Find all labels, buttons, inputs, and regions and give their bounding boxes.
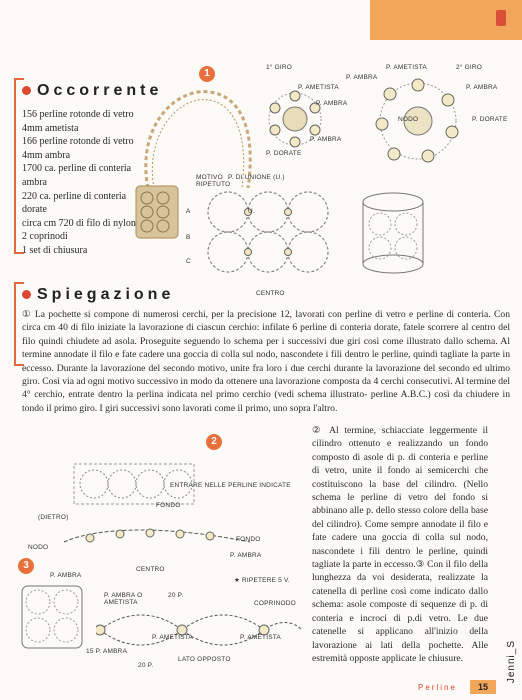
label-a: A — [186, 208, 191, 215]
label-p-ambra-ametista: P. AMBRA O AMETISTA — [104, 592, 143, 606]
label-20p-2: 20 P. — [138, 662, 154, 669]
material-item: 4mm ametista — [22, 122, 79, 134]
label-p-ametista-2: P. AMETISTA — [386, 64, 427, 71]
material-item: 1 set di chiusura — [22, 244, 88, 256]
material-item: 220 ca. perline di conteria — [22, 190, 127, 202]
label-fondo: FONDO — [156, 502, 181, 509]
joined-rings-diagram — [198, 186, 358, 282]
label-nodo-2: NODO — [28, 544, 49, 551]
label-coprinodo: COPRINODO — [254, 600, 296, 607]
label-p-ambra-5: P. AMBRA — [230, 552, 262, 559]
chain-diagram — [96, 600, 306, 664]
material-item: 2 coprinodi — [22, 231, 68, 243]
material-item: circa cm 720 di filo di nylon — [22, 217, 136, 229]
label-centro-2: CENTRO — [136, 566, 165, 573]
label-centro: CENTRO — [256, 290, 285, 297]
material-item: 1700 ca. perline di conteria — [22, 163, 132, 175]
label-p-dorate-2: P. DORATE — [472, 116, 508, 123]
label-p-ambra-6: P. AMBRA — [50, 572, 82, 579]
label-dietro: (DIETRO) — [38, 514, 69, 521]
label-fondo-2: FONDO — [236, 536, 261, 543]
label-p-ambra-3: P. AMBRA — [346, 74, 378, 81]
corner-tab — [370, 0, 522, 40]
material-item: 156 perline rotonde di vetro — [22, 109, 134, 120]
title-bullet-icon — [22, 86, 31, 95]
instructions-title: Spiegazione — [22, 286, 174, 304]
label-p-ambra-4: P. AMBRA — [466, 84, 498, 91]
label-p-ambra: P. AMBRA — [316, 100, 348, 107]
label-lato-opposto: LATO OPPOSTO — [178, 656, 231, 663]
label-giro1: 1° GIRO — [266, 64, 293, 71]
label-p-ambra-2: P. AMBRA — [310, 136, 342, 143]
instructions-paragraph-2: ② Al termine, schiacciate leggermente il cilindro ottenuto e realizzando un fondo composto di asole di p. di conteria e perline di vetro, unite il fondo ai semicerchi che costituiscono la base del cilindro. (Nello schema le perline di vetro del fondo si abbinano alle p. dello stesso colore della base del cilindro). Come sempre annodate il filo e fate cadere una goccia di colla sul nodo, nascondete i fili dentro le perline, quindi tagliate la parte in eccesso.③ Con il filo della lunghezza da voi desiderata, realizzate la catenella di perline così come indicato dallo schema: asole composte di sequenze di p. di conteria e incroci di p.di vetro. Le due catenelle si applicano all'inizio della lavorazione ai lati della pochette. Alle estremità opposte applicate le chiusure. — [312, 425, 488, 664]
label-nodo: NODO — [398, 116, 419, 123]
label-unione: P. DI UNIONE (U.) — [228, 174, 285, 181]
label-ripetere: ★ RIPETERE 5 V. — [234, 577, 290, 584]
label-entrare: ENTRARE NELLE PERLINE INDICATE — [170, 482, 291, 489]
title-bullet-icon — [22, 290, 31, 299]
label-u: U. — [248, 208, 255, 215]
label-motivo: MOTIVO RIPETUTO — [196, 174, 231, 188]
label-giro2: 2° GIRO — [456, 64, 483, 71]
label-p-dorate: P. DORATE — [266, 150, 302, 157]
materials-title: Occorrente — [22, 82, 162, 100]
material-item: 166 perline rotonde di vetro — [22, 136, 134, 148]
label-p-ametista-3: P. AMETISTA — [152, 634, 193, 641]
instructions-paragraph-1: ① La pochette si compone di numerosi cerchi, per la precisione 12, lavorati con perline di vetro e perline di conteria. Con circa cm 40 di filo iniziate la lavorazione di ciascun cerchio: infilate 6 perline di conteria dorate, fatele scorrere al centro del filo quindi chiudete ad asola. Proseguite seguendo lo schema per i successivi due giri così come illustrato dallo schema. Al termine annodate il filo e fate cadere una goccia di colla sul nodo, nascondete i fili dentro le perline, quindi tagliate la parte in eccesso. Durante la lavorazione del secondo motivo, unite fra loro i due cerchi durante la lavorazione del secondo ed ultimo giro. Così via ad ogni motivo successivo in modo da ottenere una lavorazione composta da 4 cerchi consecutivi. Al termine del 4° cerchio, entrate dentro la perlina indicata nel primo cerchio (vedi schema illustrato- perline A.B.C.) così da chiudere in tondo il primo giro. I giri successivi sono lavorati come il primo, uno sopra l'altro. — [22, 309, 510, 414]
step-1-number: 1 — [199, 66, 215, 82]
page-number: 15 — [470, 680, 496, 694]
label-p-ametista-4: P. AMETISTA — [240, 634, 281, 641]
material-item: 4mm ambra — [22, 149, 71, 161]
pochette-small-diagram — [14, 578, 94, 662]
label-15p: 15 P. AMBRA — [86, 648, 128, 655]
cylinder-diagram — [358, 190, 428, 280]
label-b: B — [186, 234, 191, 241]
watermark: Jenni_S — [506, 640, 517, 684]
step-3-number: 3 — [18, 558, 34, 574]
step-2-number: 2 — [206, 434, 222, 450]
label-c: C — [186, 258, 191, 265]
material-item: ambra — [22, 176, 47, 188]
footer-label: Perline — [418, 683, 457, 692]
label-20p: 20 P. — [168, 592, 184, 599]
corner-marker — [496, 10, 506, 26]
label-p-ametista: P. AMETISTA — [298, 84, 339, 91]
material-item: dorate — [22, 204, 47, 216]
